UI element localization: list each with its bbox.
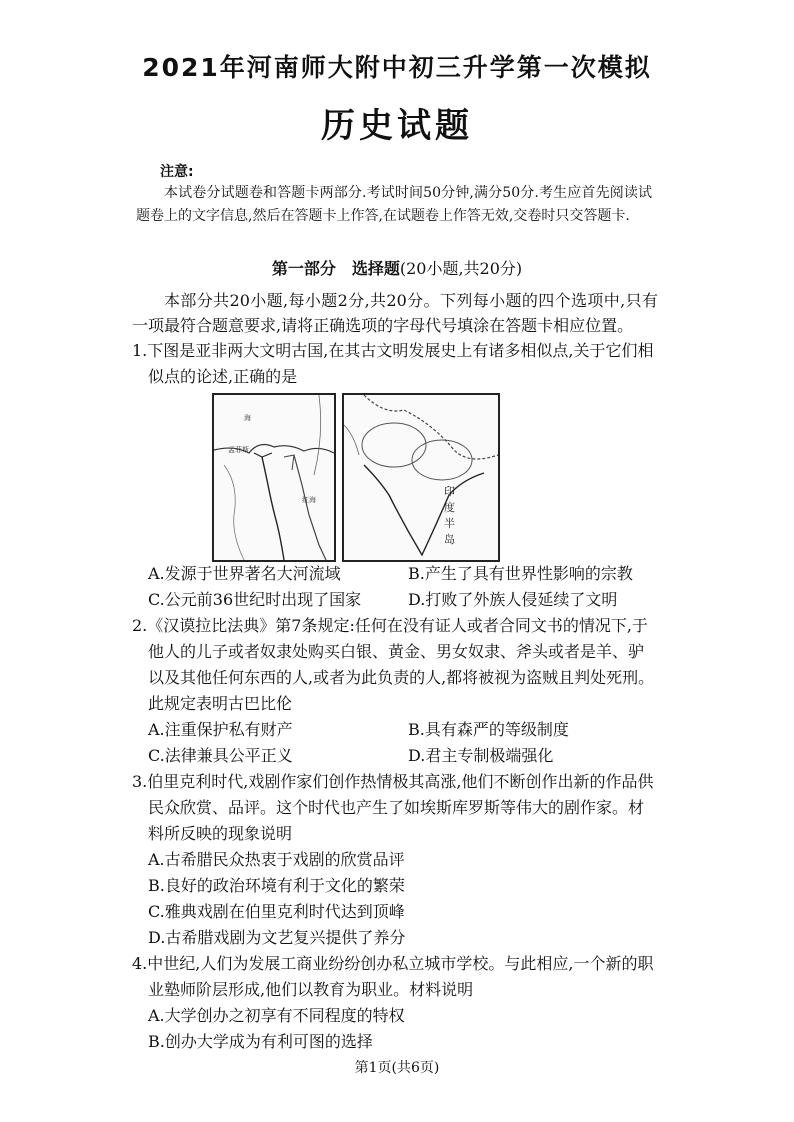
q4-option-a: A.大学创办之初享有不同程度的特权 <box>148 1006 405 1025</box>
exam-subject-title: 历史试题 <box>321 106 473 146</box>
q4-option-b: B.创办大学成为有利可图的选择 <box>148 1032 373 1051</box>
question-2 <box>132 613 658 717</box>
q2-option-d: D.君主专制极端强化 <box>408 746 554 765</box>
q1-option-b: B.产生了具有世界性影响的宗教 <box>408 564 633 583</box>
q1-option-c: C.公元前36世纪时出现了国家 <box>148 590 362 609</box>
notice-label: 注意: <box>160 164 194 180</box>
map-label-red-sea: 红海 <box>302 496 316 504</box>
section-intro: 本部分共20小题,每小题2分,共20分。下列每小题的四个选项中,只有一项最符合题意要求,请将正确选项的字母代号填涂在答题卡相应位置。 <box>132 291 658 335</box>
question-stem: 4.中世纪,人们为发展工商业纷纷创办私立城市学校。与此相应,一个新的职业塾师阶层形成,他们以教育为职业。材料说明 <box>132 954 654 999</box>
map-label-memphis: 孟菲斯 <box>228 446 249 454</box>
india-map-drawing <box>344 395 498 560</box>
map-label-du: 度 <box>444 501 455 514</box>
section-heading-title: 第一部分 选择题 <box>271 259 400 278</box>
section-heading-note: (20小题,共20分) <box>399 259 523 278</box>
question-stem: 2.《汉谟拉比法典》第7条规定:任何在没有证人或者合同文书的情况下,于他人的儿子或者奴隶处购买白银、黄金、男女奴隶、斧头或者是羊、驴以及其他任何东西的人,或者为此负责的人,都将被视为盗贼且判处死刑。此规定表明古巴比伦 <box>132 616 655 713</box>
q3-option-a: A.古希腊民众热衷于戏剧的欣赏品评 <box>148 850 405 869</box>
india-map <box>342 393 500 562</box>
map-label-sea: 海 <box>244 414 251 422</box>
exam-title: 2021年河南师大附中初三升学第一次模拟 <box>142 53 652 82</box>
q3-option-c: C.雅典戏剧在伯里克利时代达到顶峰 <box>148 902 405 921</box>
section-heading <box>0 256 794 279</box>
egypt-map <box>212 393 336 562</box>
q2-option-c: C.法律兼具公平正义 <box>148 746 293 765</box>
map-label-dao: 岛 <box>444 533 455 546</box>
question-3 <box>132 769 658 847</box>
question-1-maps <box>212 393 502 558</box>
q3-option-b: B.良好的政治环境有利于文化的繁荣 <box>148 876 405 895</box>
egypt-map-drawing <box>214 395 334 560</box>
q1-option-a: A.发源于世界著名大河流域 <box>148 564 341 583</box>
q2-option-b: B.具有森严的等级制度 <box>408 720 569 739</box>
map-label-ban: 半 <box>444 517 455 530</box>
q1-option-d: D.打败了外族人侵延续了文明 <box>408 590 618 609</box>
question-stem: 3.伯里克利时代,戏剧作家们创作热情极其高涨,他们不断创作出新的作品供民众欣赏、品评。这个时代也产生了如埃斯库罗斯等伟大的剧作家。材料所反映的现象说明 <box>132 772 654 843</box>
map-label-yin: 印 <box>444 485 455 498</box>
question-4 <box>132 951 658 1003</box>
question-stem: 1.下图是亚非两大文明古国,在其古文明发展史上有诸多相似点,关于它们相似点的论述,正确的是 <box>132 341 654 386</box>
q2-option-a: A.注重保护私有财产 <box>148 720 293 739</box>
notice-text: 本试卷分试题卷和答题卡两部分.考试时间50分钟,满分50分.考生应首先阅读试题卷上的文字信息,然后在答题卡上作答,在试题卷上作答无效,交卷时只交答题卡. <box>136 185 652 224</box>
page-footer: 第1页(共6页) <box>354 1060 440 1076</box>
question-1 <box>132 338 658 390</box>
q3-option-d: D.古希腊戏剧为文艺复兴提供了养分 <box>148 928 406 947</box>
